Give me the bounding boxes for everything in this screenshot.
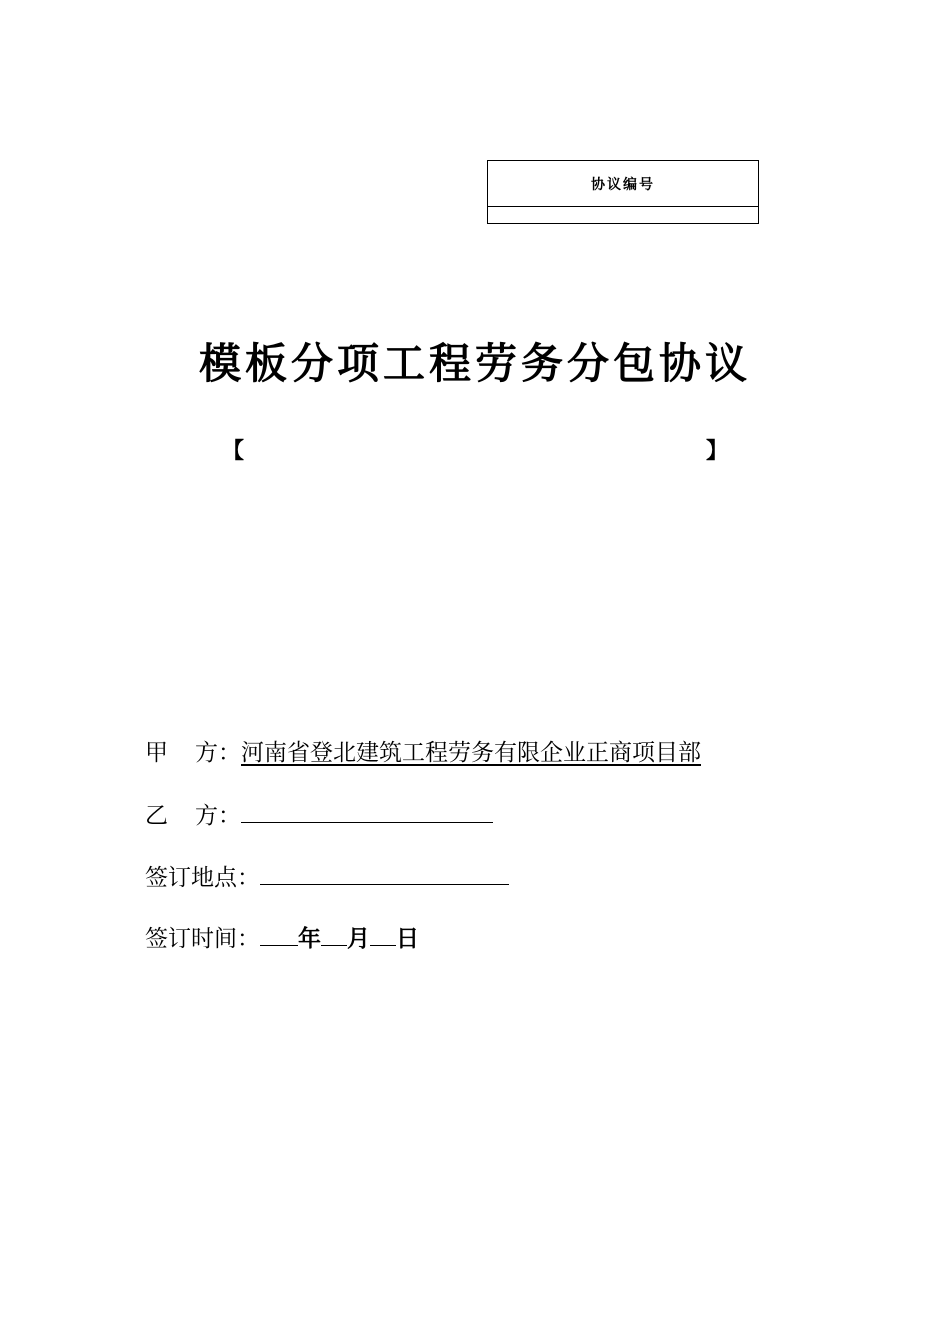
signing-time-field bbox=[145, 923, 419, 955]
agreement-number-label: 协议编号 bbox=[488, 161, 758, 207]
agreement-number-table bbox=[487, 160, 759, 224]
party-a-label-1: 甲 bbox=[145, 740, 168, 766]
month-blank bbox=[321, 923, 347, 946]
signing-place-field bbox=[145, 862, 509, 894]
signing-time-label: 签订时间： bbox=[145, 926, 260, 952]
day-label: 日 bbox=[396, 925, 419, 952]
right-bracket: 】 bbox=[706, 438, 729, 464]
signing-place-blank bbox=[260, 862, 509, 885]
party-b-label-2: 方： bbox=[195, 803, 241, 829]
year-blank bbox=[260, 923, 298, 946]
signing-place-label: 签订地点： bbox=[145, 865, 260, 891]
day-blank bbox=[370, 923, 396, 946]
party-a-field bbox=[145, 737, 701, 769]
left-bracket: 【 bbox=[222, 438, 245, 464]
party-a-value: 河南省登北建筑工程劳务有限企业正商项目部 bbox=[241, 740, 701, 766]
month-label: 月 bbox=[347, 925, 370, 952]
party-a-label-2: 方： bbox=[195, 740, 241, 766]
party-b-label-1: 乙 bbox=[145, 803, 168, 829]
party-b-field bbox=[145, 800, 493, 832]
agreement-number-value bbox=[488, 207, 758, 223]
document-title: 模板分项工程劳务分包协议 bbox=[198, 339, 751, 388]
year-label: 年 bbox=[298, 925, 321, 952]
party-b-blank bbox=[241, 800, 493, 823]
